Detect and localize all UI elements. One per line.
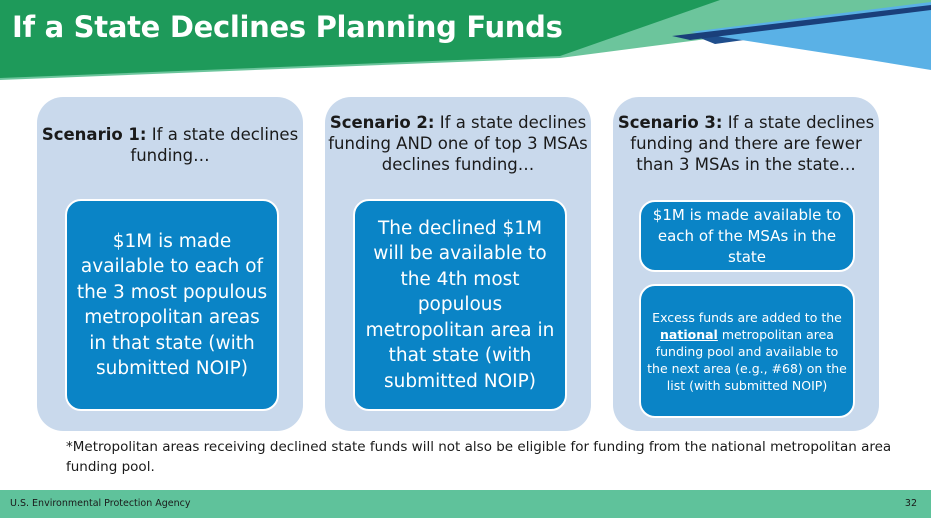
page-title: If a State Declines Planning Funds <box>12 10 563 44</box>
footnote: *Metropolitan areas receiving declined state funds will not also be eligible for funding from the national metropolitan area funding pool. <box>66 439 892 475</box>
scenario-1-label: Scenario 1: <box>41 125 147 144</box>
scenario-1-heading <box>37 124 303 166</box>
footer-bar <box>0 490 931 518</box>
excess-text-after: metropolitan area funding pool and available to the next area (e.g., #68) on the list (with submitted NOIP) <box>647 326 847 393</box>
scenario-3-outcome-text: $1M is made available to each of the MSAs in the state <box>652 205 842 266</box>
scenario-1-heading-text: If a state declines funding… <box>130 125 299 165</box>
scenario-3-excess-box <box>639 284 855 418</box>
scenario-1-outcome-text: $1M is made available to each of the 3 most populous metropolitan areas in that state (with submitted NOIP) <box>76 230 268 379</box>
footer-page-number: 32 <box>904 498 917 509</box>
scenario-3-label: Scenario 3: <box>617 113 723 132</box>
scenario-2-heading <box>325 112 591 175</box>
scenario-3-outcome-box <box>639 200 855 272</box>
footer-agency: U.S. Environmental Protection Agency <box>10 498 191 509</box>
excess-text-before: Excess funds are added to the <box>652 309 842 325</box>
scenario-2-outcome-box <box>353 199 567 411</box>
scenario-1-card <box>37 97 303 431</box>
scenario-3-excess-text <box>647 309 847 394</box>
scenario-1-outcome-box <box>65 199 279 411</box>
excess-text-national: national <box>660 326 718 342</box>
scenario-2-card <box>325 97 591 431</box>
scenario-3-heading-text: If a state declines funding and there are fewer than 3 MSAs in the state… <box>630 113 875 174</box>
scenario-3-card <box>613 97 879 431</box>
scenario-2-outcome-text: The declined $1M will be available to the 4th most populous metropolitan area in that state (with submitted NOIP) <box>365 217 555 392</box>
scenario-2-heading-text: If a state declines funding AND one of top 3 MSAs declines funding… <box>328 113 588 174</box>
scenario-3-heading <box>613 112 879 175</box>
scenario-2-label: Scenario 2: <box>329 113 435 132</box>
